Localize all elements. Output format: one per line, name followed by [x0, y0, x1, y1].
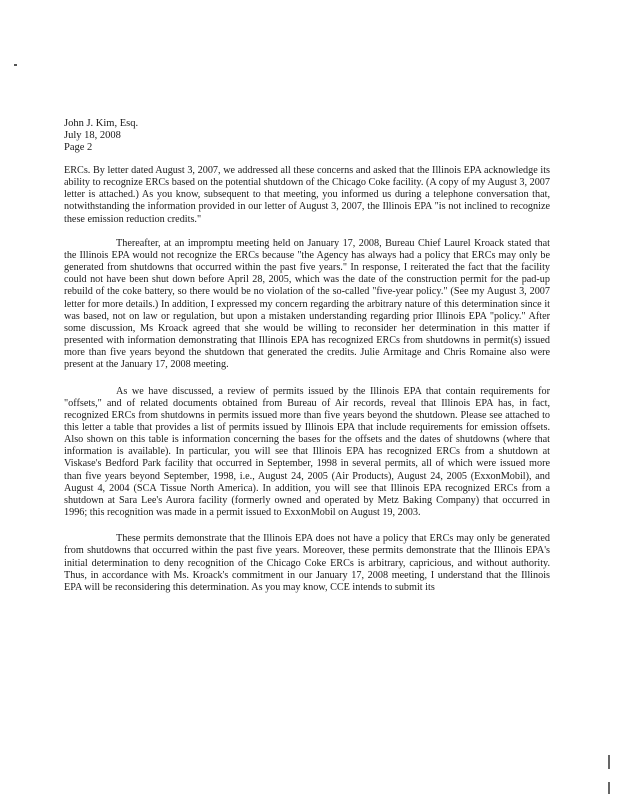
letter-body: [64, 165, 550, 608]
paragraph-1: ERCs. By letter dated August 3, 2007, we addressed all these concerns and asked that the Illinois EPA acknowledge its ability to recognize ERCs based on the potential shutdown of the Chicago Coke facility. (A copy of my August 3, 2007 letter is attached.) As you know, subsequent to that meeting, you informed us during a telephone conversation that, notwithstanding the information provided in our letter of August 3, 2007, the Illinois EPA "is not inclined to recognize these emission reduction credits.": [64, 165, 550, 225]
paragraph-2: Thereafter, at an impromptu meeting held on January 17, 2008, Bureau Chief Laurel Kroack stated that the Illinois EPA would not recognize the ERCs because "the Agency has always had a policy that ERCs may only be generated from shutdowns that occurred within the past five years." In response, I reiterated the fact that the facility could not have been shut down before April 28, 2005, which was the date of the construction permit for the pad-up rebuild of the coke battery, so there would be no violation of the so-called "five-year policy." (See my August 3, 2007 letter for more details.) In addition, I expressed my concern regarding the arbitrary nature of this determination since it was based, not on law or regulation, but upon a mistaken understanding regarding prior Illinois EPA "policy." After some discussion, Ms Kroack agreed that she would be willing to reconsider her determination in this matter if presented with information demonstrating that Illinois EPA has recognized ERCs from shutdowns in permit(s) issued more than five years beyond the shutdown that generated the credits. Julie Armitage and Chris Romaine also were present at the January 17, 2008 meeting.: [64, 237, 550, 371]
scan-edge-mark: [608, 782, 610, 794]
date-line: July 18, 2008: [64, 130, 121, 141]
recipient-line: John J. Kim, Esq.: [64, 118, 139, 129]
paragraph-4: These permits demonstrate that the Illinois EPA does not have a policy that ERCs may only be generated from shutdowns that occurred within the past five years. Moreover, these permits demonstrate that the Illinois EPA's initial determination to deny recognition of the Chicago Coke ERCs is arbitrary, capricious, and without authority. Thus, in accordance with Ms. Kroack's commitment in our January 17, 2008 meeting, I understand that the Illinois EPA will be reconsidering this determination. As you may know, CCE intends to submit its: [64, 533, 550, 593]
scan-edge-mark: [608, 755, 610, 769]
page-number-line: Page 2: [64, 142, 93, 153]
letter-header: [64, 118, 138, 154]
paragraph-3: As we have discussed, a review of permits issued by the Illinois EPA that contain requirements for "offsets," and of related documents obtained from Bureau of Air records, reveal that Illinois EPA has, in fact, recognized ERCs from shutdowns in permits issued more than five years beyond the shutdown. Please see attached to this letter a table that provides a list of permits issued by Illinois EPA that include requirements for emission offsets. Also shown on this table is information concerning the bases for the offsets and the dates of shutdowns (where that information is available). In particular, you will see that Illinois EPA has recognized ERCs from a shutdown at Viskase's Bedford Park facility that occurred in September, 1998 in several permits, all of which were issued more than five years beyond September, 1998, i.e., August 24, 2005 (Air Products), August 24, 2005 (ExxonMobil), and August 4, 2004 (SCA Tissue North America). In addition, you will see that Illinois EPA recognized ERCs from a shutdown at Sara Lee's Aurora facility (formerly owned and operated by Metz Baking Company) that occurred in 1996; this recognition was made in a permit issued to ExxonMobil on August 19, 2003.: [64, 385, 550, 519]
scan-speck: [14, 64, 17, 66]
